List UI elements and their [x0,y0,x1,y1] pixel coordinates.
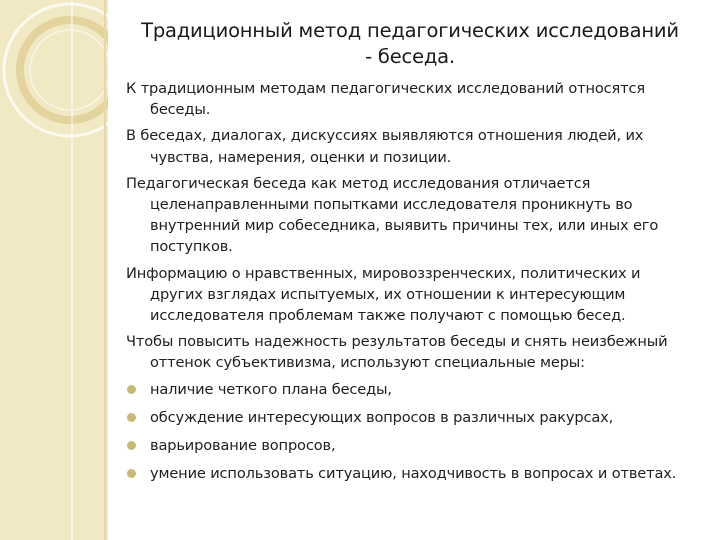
bullet-item [126,407,696,428]
bullet-dot-icon [127,441,136,450]
paragraph-3: Педагогическая беседа как метод исследования отличается целенаправленными попытками исследователя проникнуть во внутренний мир собеседника, выявить причины тех, или иных его поступков. [126,174,659,256]
slide-title: Традиционный метод педагогических исследований - беседа. [141,19,679,68]
bullet-dot-icon [127,469,136,478]
paragraph-1: К традиционным методам педагогических исследований относятся беседы. [126,80,646,119]
bullet-item [126,379,696,400]
bullet-text: обсуждение интересующих вопросов в различных ракурсах, [150,408,614,426]
paragraph-5: Чтобы повысить надежность результатов беседы и снять неизбежный оттенок субъективизма, используют специальные меры: [126,333,668,372]
paragraph-2: В беседах, диалогах, дискуссиях выявляются отношения людей, их чувства, намерения, оценки и позиции. [126,127,644,166]
decor-circle-ring [20,20,108,120]
bullet-list [126,379,696,484]
sidebar-ornament [0,0,108,540]
bullet-dot-icon [127,413,136,422]
bullet-item [126,435,696,456]
decor-circle-inner [30,30,108,110]
bullet-item [126,463,696,484]
paragraph-4: Информацию о нравственных, мировоззренческих, политических и других взглядах испытуемых, их отношении к интересующим исследователя проблемам также получают с помощью бесед. [126,264,641,325]
slide-body [126,78,696,491]
bullet-text: наличие четкого плана беседы, [150,380,392,398]
bullet-dot-icon [127,385,136,394]
bullet-text: варьирование вопросов, [150,436,336,454]
decorative-sidebar [0,0,108,540]
sidebar-border [104,0,106,540]
bullet-text: умение использовать ситуацию, находчивость в вопросах и ответах. [150,464,677,482]
